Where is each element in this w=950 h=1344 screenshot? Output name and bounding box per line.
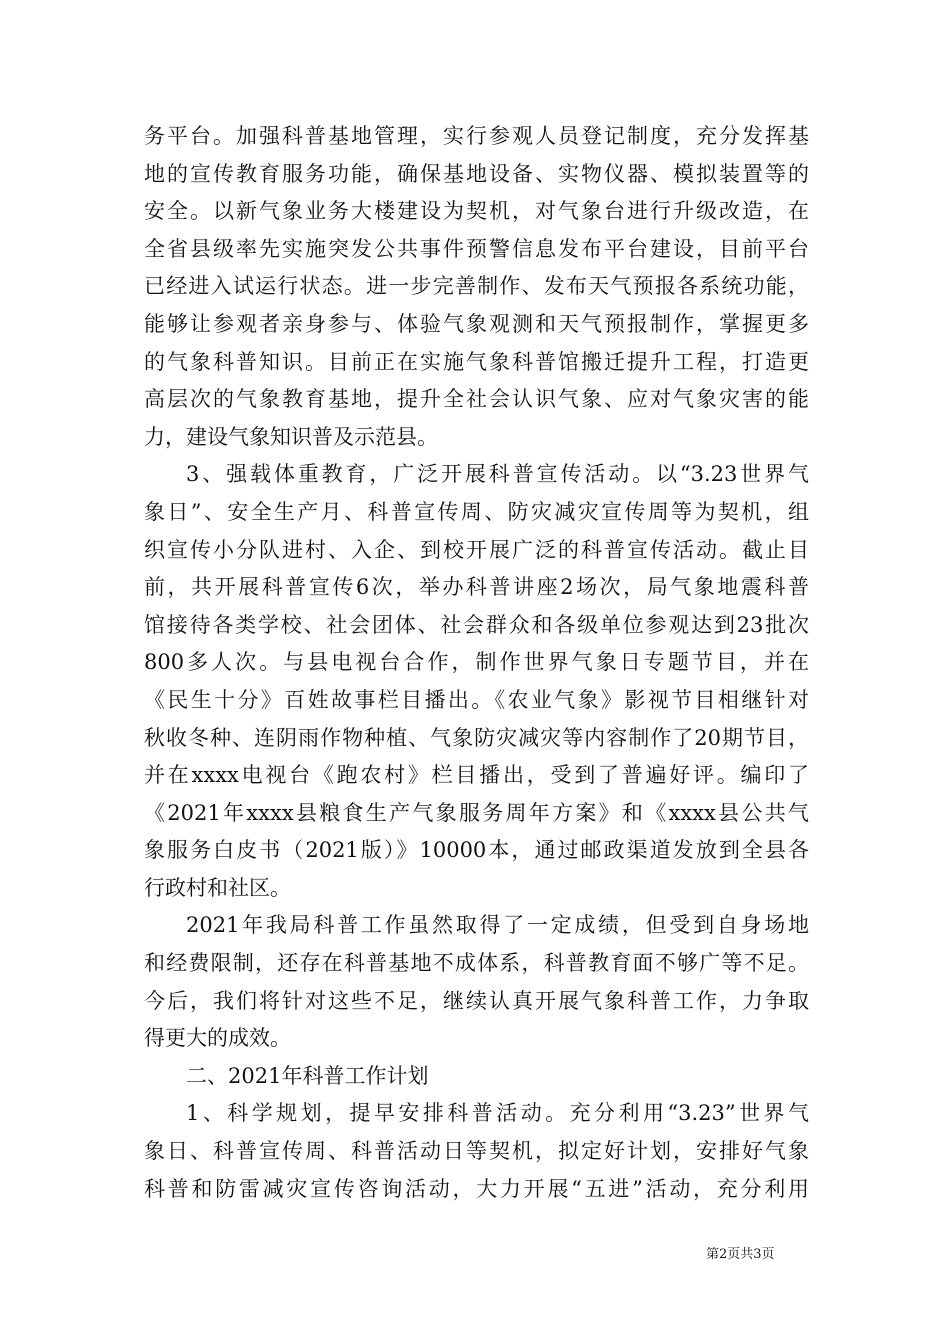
text-line: 秋收冬种、连阴雨作物种植、气象防灾减灾等内容制作了20期节目，: [144, 725, 809, 750]
text-line: 馆接待各类学校、社会团体、社会群众和各级单位参观达到23批次: [144, 612, 809, 637]
text-line: 《2021年xxxx县粮食生产气象服务周年方案》和《xxxx县公共气: [144, 800, 809, 825]
text-line: 象日、科普宣传周、科普活动日等契机，拟定好计划，安排好气象: [144, 1139, 809, 1164]
text-line: 前，共开展科普宣传6次，举办科普讲座2场次，局气象地震科普: [144, 575, 809, 600]
text-line: 2021年我局科普工作虽然取得了一定成绩，但受到自身场地: [186, 913, 809, 938]
text-line: 能够让参观者亲身参与、体验气象观测和天气预报制作，掌握更多: [144, 311, 809, 336]
text-line: 象服务白皮书（2021版）》10000本，通过邮政渠道发放到全县各: [144, 838, 809, 863]
text-line: 的气象科普知识。目前正在实施气象科普馆搬迁提升工程，打造更: [144, 349, 809, 374]
body-text: [144, 118, 809, 1208]
text-line: 行政村和社区。: [144, 875, 291, 900]
text-line: 和经费限制，还存在科普基地不成体系，科普教育面不够广等不足。: [144, 951, 809, 976]
text-line: 安全。以新气象业务大楼建设为契机，对气象台进行升级改造，在: [144, 199, 809, 224]
text-line: 得更大的成效。: [144, 1026, 291, 1051]
section-heading: 二、2021年科普工作计划: [186, 1063, 429, 1088]
page-number: 第2页共3页: [706, 1247, 775, 1262]
text-line: 已经进入试运行状态。进一步完善制作、发布天气预报各系统功能，: [144, 274, 809, 299]
text-line: 全省县级率先实施突发公共事件预警信息发布平台建设，目前平台: [144, 236, 809, 261]
text-line: 象日”、安全生产月、科普宣传周、防灾减灾宣传周等为契机，组: [144, 499, 809, 524]
text-line: 今后，我们将针对这些不足，继续认真开展气象科普工作，力争取: [144, 988, 809, 1013]
text-line: 3、强载体重教育，广泛开展科普宣传活动。以“3.23世界气: [186, 462, 809, 487]
text-line: 并在xxxx电视台《跑农村》栏目播出，受到了普遍好评。编印了: [144, 763, 809, 788]
text-line: 科普和防雷减灾宣传咨询活动，大力开展“五进”活动，充分利用: [144, 1176, 809, 1201]
text-line: 1、科学规划，提早安排科普活动。充分利用“3.23”世界气: [186, 1101, 809, 1126]
text-line: 织宣传小分队进村、入企、到校开展广泛的科普宣传活动。截止目: [144, 537, 809, 562]
text-line: 力，建设气象知识普及示范县。: [144, 424, 438, 449]
text-line: 《民生十分》百姓故事栏目播出。《农业气象》影视节目相继针对: [144, 687, 809, 712]
text-line: 高层次的气象教育基地，提升全社会认识气象、应对气象灾害的能: [144, 387, 809, 412]
text-line: 地的宣传教育服务功能，确保基地设备、实物仪器、模拟装置等的: [144, 161, 809, 186]
text-line: 800多人次。与县电视台合作，制作世界气象日专题节目，并在: [144, 650, 809, 675]
text-line: 务平台。加强科普基地管理，实行参观人员登记制度，充分发挥基: [144, 124, 809, 148]
